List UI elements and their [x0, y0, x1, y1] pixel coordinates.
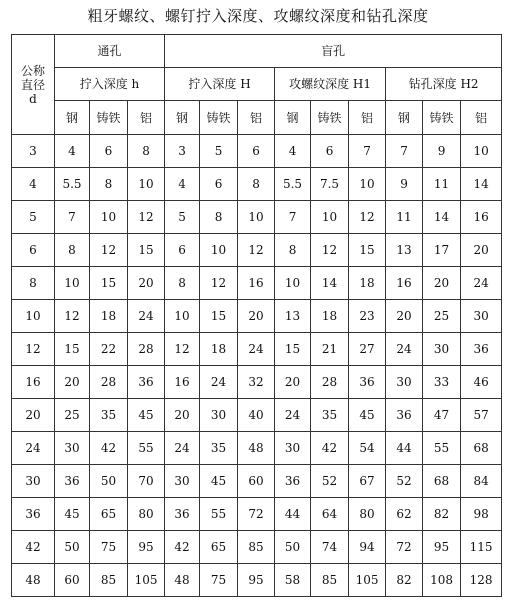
value-cell: 64: [311, 498, 349, 531]
value-cell: 11: [423, 168, 461, 201]
value-cell: 95: [128, 531, 165, 564]
value-cell: 80: [349, 498, 386, 531]
diameter-header: [12, 35, 55, 135]
value-cell: 50: [55, 531, 90, 564]
material-header: 钢: [275, 101, 311, 135]
diameter-cell: 36: [12, 498, 55, 531]
value-cell: 16: [238, 267, 275, 300]
value-cell: 108: [423, 564, 461, 597]
value-cell: 12: [311, 234, 349, 267]
value-cell: 21: [311, 333, 349, 366]
value-cell: 6: [165, 234, 200, 267]
value-cell: 8: [55, 234, 90, 267]
value-cell: 7: [55, 201, 90, 234]
table-row: [12, 498, 502, 531]
value-cell: 35: [200, 432, 238, 465]
value-cell: 55: [423, 432, 461, 465]
value-cell: 28: [90, 366, 128, 399]
value-cell: 8: [200, 201, 238, 234]
table-row: [12, 399, 502, 432]
value-cell: 20: [238, 300, 275, 333]
value-cell: 36: [349, 366, 386, 399]
value-cell: 58: [275, 564, 311, 597]
value-cell: 13: [386, 234, 423, 267]
value-cell: 45: [349, 399, 386, 432]
value-cell: 35: [90, 399, 128, 432]
diameter-cell: 24: [12, 432, 55, 465]
value-cell: 15: [90, 267, 128, 300]
value-cell: 30: [386, 366, 423, 399]
value-cell: 12: [128, 201, 165, 234]
material-header: 铝: [349, 101, 386, 135]
value-cell: 15: [275, 333, 311, 366]
value-cell: 12: [349, 201, 386, 234]
diameter-cell: 48: [12, 564, 55, 597]
value-cell: 65: [90, 498, 128, 531]
table-row: [12, 201, 502, 234]
value-cell: 13: [275, 300, 311, 333]
value-cell: 16: [386, 267, 423, 300]
value-cell: 5.5: [275, 168, 311, 201]
value-cell: 15: [349, 234, 386, 267]
table-row: [12, 234, 502, 267]
material-header: 钢: [165, 101, 200, 135]
value-cell: 45: [55, 498, 90, 531]
value-cell: 8: [128, 135, 165, 168]
value-cell: 30: [55, 432, 90, 465]
value-cell: 16: [461, 201, 502, 234]
value-cell: 65: [200, 531, 238, 564]
diameter-header-line: 公称: [20, 63, 45, 78]
value-cell: 30: [200, 399, 238, 432]
value-cell: 40: [238, 399, 275, 432]
value-cell: 18: [200, 333, 238, 366]
diameter-cell: 6: [12, 234, 55, 267]
value-cell: 32: [238, 366, 275, 399]
value-cell: 50: [90, 465, 128, 498]
value-cell: 36: [461, 333, 502, 366]
value-cell: 4: [275, 135, 311, 168]
table-row: [12, 267, 502, 300]
value-cell: 12: [200, 267, 238, 300]
value-cell: 8: [90, 168, 128, 201]
value-cell: 94: [349, 531, 386, 564]
value-cell: 7: [386, 135, 423, 168]
diameter-cell: 30: [12, 465, 55, 498]
value-cell: 95: [423, 531, 461, 564]
value-cell: 24: [128, 300, 165, 333]
value-cell: 12: [90, 234, 128, 267]
value-cell: 10: [311, 201, 349, 234]
material-header: 钢: [55, 101, 90, 135]
value-cell: 72: [386, 531, 423, 564]
diameter-header-line: d: [29, 91, 37, 106]
value-cell: 80: [128, 498, 165, 531]
value-cell: 10: [461, 135, 502, 168]
value-cell: 74: [311, 531, 349, 564]
value-cell: 55: [128, 432, 165, 465]
value-cell: 14: [461, 168, 502, 201]
value-cell: 15: [200, 300, 238, 333]
value-cell: 84: [461, 465, 502, 498]
diameter-cell: 42: [12, 531, 55, 564]
value-cell: 105: [128, 564, 165, 597]
value-cell: 72: [238, 498, 275, 531]
value-cell: 47: [423, 399, 461, 432]
table-row: [12, 333, 502, 366]
table-row: [12, 564, 502, 597]
value-cell: 24: [238, 333, 275, 366]
value-cell: 8: [165, 267, 200, 300]
value-cell: 55: [200, 498, 238, 531]
value-cell: 10: [165, 300, 200, 333]
value-cell: 10: [349, 168, 386, 201]
value-cell: 20: [128, 267, 165, 300]
value-cell: 6: [311, 135, 349, 168]
value-cell: 12: [165, 333, 200, 366]
value-cell: 25: [55, 399, 90, 432]
value-cell: 30: [165, 465, 200, 498]
value-cell: 10: [275, 267, 311, 300]
value-cell: 82: [423, 498, 461, 531]
table-title: 粗牙螺纹、螺钉拧入深度、攻螺纹深度和钻孔深度: [87, 7, 429, 25]
value-cell: 20: [386, 300, 423, 333]
value-cell: 20: [461, 234, 502, 267]
thread-depth-table: [11, 34, 502, 597]
diameter-cell: 12: [12, 333, 55, 366]
value-cell: 82: [386, 564, 423, 597]
value-cell: 105: [349, 564, 386, 597]
value-cell: 20: [275, 366, 311, 399]
value-cell: 8: [238, 168, 275, 201]
value-cell: 68: [461, 432, 502, 465]
value-cell: 42: [165, 531, 200, 564]
material-header: 钢: [386, 101, 423, 135]
through-hole-header: 通孔: [55, 35, 165, 68]
table-row: [12, 432, 502, 465]
value-cell: 48: [238, 432, 275, 465]
value-cell: 36: [128, 366, 165, 399]
header-row-1: [12, 35, 502, 68]
table-row: [12, 168, 502, 201]
group-header: 钻孔深度 H2: [386, 68, 502, 101]
material-header: 铸铁: [311, 101, 349, 135]
table-row: [12, 300, 502, 333]
value-cell: 10: [238, 201, 275, 234]
value-cell: 75: [90, 531, 128, 564]
diameter-cell: 20: [12, 399, 55, 432]
value-cell: 10: [55, 267, 90, 300]
value-cell: 7: [349, 135, 386, 168]
value-cell: 36: [386, 399, 423, 432]
value-cell: 44: [386, 432, 423, 465]
value-cell: 18: [311, 300, 349, 333]
value-cell: 24: [165, 432, 200, 465]
value-cell: 30: [275, 432, 311, 465]
value-cell: 62: [386, 498, 423, 531]
value-cell: 45: [200, 465, 238, 498]
value-cell: 54: [349, 432, 386, 465]
value-cell: 50: [275, 531, 311, 564]
value-cell: 4: [165, 168, 200, 201]
value-cell: 24: [200, 366, 238, 399]
value-cell: 7.5: [311, 168, 349, 201]
value-cell: 27: [349, 333, 386, 366]
value-cell: 25: [423, 300, 461, 333]
value-cell: 33: [423, 366, 461, 399]
table-row: [12, 465, 502, 498]
value-cell: 10: [200, 234, 238, 267]
value-cell: 11: [386, 201, 423, 234]
value-cell: 46: [461, 366, 502, 399]
value-cell: 3: [165, 135, 200, 168]
value-cell: 68: [423, 465, 461, 498]
value-cell: 52: [311, 465, 349, 498]
table-body: [12, 135, 502, 597]
value-cell: 6: [90, 135, 128, 168]
value-cell: 9: [386, 168, 423, 201]
value-cell: 5: [200, 135, 238, 168]
table-row: [12, 135, 502, 168]
material-header: 铸铁: [423, 101, 461, 135]
value-cell: 36: [275, 465, 311, 498]
value-cell: 35: [311, 399, 349, 432]
value-cell: 7: [275, 201, 311, 234]
material-header: 铸铁: [200, 101, 238, 135]
value-cell: 95: [238, 564, 275, 597]
value-cell: 20: [423, 267, 461, 300]
header-row-2: [12, 68, 502, 101]
value-cell: 22: [90, 333, 128, 366]
value-cell: 44: [275, 498, 311, 531]
value-cell: 24: [461, 267, 502, 300]
value-cell: 6: [200, 168, 238, 201]
value-cell: 20: [165, 399, 200, 432]
value-cell: 28: [128, 333, 165, 366]
value-cell: 75: [200, 564, 238, 597]
value-cell: 8: [275, 234, 311, 267]
value-cell: 42: [90, 432, 128, 465]
diameter-header-line: 直径: [20, 77, 45, 92]
diameter-cell: 5: [12, 201, 55, 234]
value-cell: 24: [386, 333, 423, 366]
value-cell: 6: [238, 135, 275, 168]
value-cell: 30: [461, 300, 502, 333]
diameter-cell: 3: [12, 135, 55, 168]
value-cell: 12: [55, 300, 90, 333]
value-cell: 15: [55, 333, 90, 366]
material-header: 铸铁: [90, 101, 128, 135]
value-cell: 15: [128, 234, 165, 267]
value-cell: 36: [55, 465, 90, 498]
value-cell: 42: [311, 432, 349, 465]
value-cell: 36: [165, 498, 200, 531]
value-cell: 98: [461, 498, 502, 531]
value-cell: 9: [423, 135, 461, 168]
value-cell: 48: [165, 564, 200, 597]
blind-hole-header: 盲孔: [165, 35, 502, 68]
value-cell: 16: [165, 366, 200, 399]
value-cell: 115: [461, 531, 502, 564]
group-header: 攻螺纹深度 H1: [275, 68, 386, 101]
table-row: [12, 366, 502, 399]
value-cell: 18: [349, 267, 386, 300]
value-cell: 14: [423, 201, 461, 234]
value-cell: 14: [311, 267, 349, 300]
value-cell: 4: [55, 135, 90, 168]
material-header: 铝: [461, 101, 502, 135]
value-cell: 28: [311, 366, 349, 399]
value-cell: 45: [128, 399, 165, 432]
value-cell: 20: [55, 366, 90, 399]
value-cell: 57: [461, 399, 502, 432]
value-cell: 85: [311, 564, 349, 597]
value-cell: 60: [55, 564, 90, 597]
value-cell: 24: [275, 399, 311, 432]
header-row-3: [12, 101, 502, 135]
value-cell: 128: [461, 564, 502, 597]
diameter-cell: 10: [12, 300, 55, 333]
value-cell: 17: [423, 234, 461, 267]
material-header: 铝: [238, 101, 275, 135]
value-cell: 10: [128, 168, 165, 201]
value-cell: 18: [90, 300, 128, 333]
table-row: [12, 531, 502, 564]
value-cell: 5: [165, 201, 200, 234]
group-header: 拧入深度 H: [165, 68, 275, 101]
value-cell: 23: [349, 300, 386, 333]
diameter-cell: 8: [12, 267, 55, 300]
value-cell: 52: [386, 465, 423, 498]
value-cell: 5.5: [55, 168, 90, 201]
value-cell: 10: [90, 201, 128, 234]
value-cell: 70: [128, 465, 165, 498]
value-cell: 67: [349, 465, 386, 498]
value-cell: 85: [90, 564, 128, 597]
value-cell: 60: [238, 465, 275, 498]
group-header: 拧入深度 h: [55, 68, 165, 101]
value-cell: 12: [238, 234, 275, 267]
value-cell: 85: [238, 531, 275, 564]
diameter-cell: 16: [12, 366, 55, 399]
value-cell: 30: [423, 333, 461, 366]
diameter-cell: 4: [12, 168, 55, 201]
material-header: 铝: [128, 101, 165, 135]
